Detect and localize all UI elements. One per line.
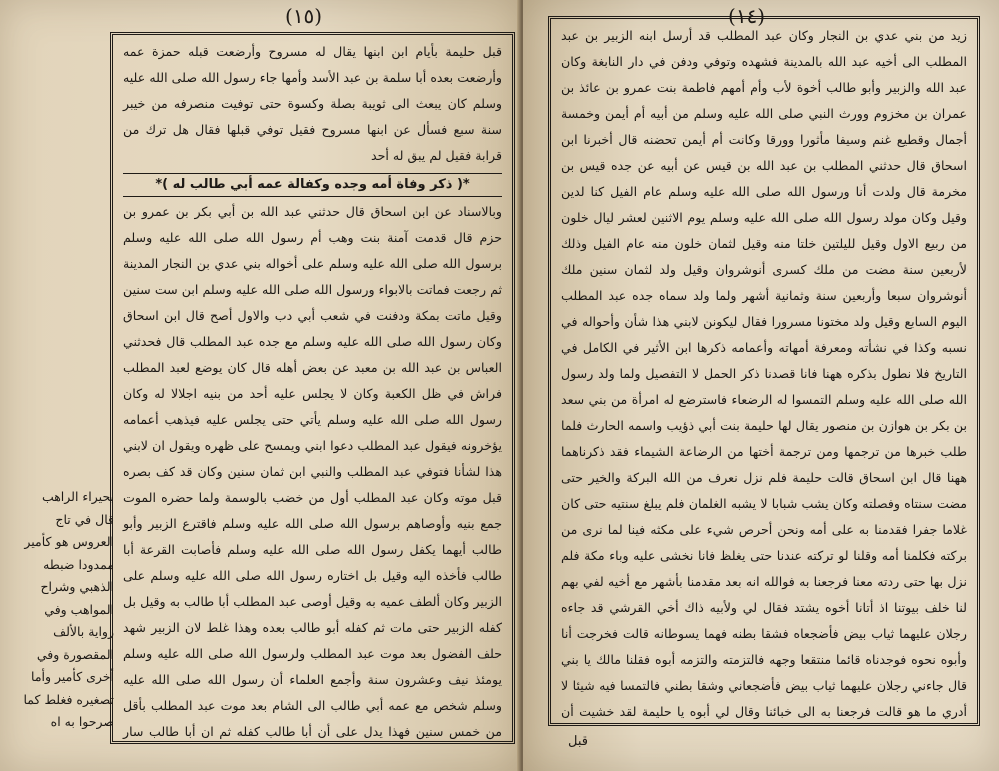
catchword: قبل [568, 734, 588, 749]
left-text-frame [110, 32, 515, 744]
right-text-block [551, 19, 977, 723]
left-page-number: (١٥) [285, 4, 323, 28]
right-text-frame [548, 16, 980, 726]
right-page [523, 0, 999, 771]
right-page-number: (١٤) [728, 4, 766, 28]
right-body-paragraph: زيد من بني عدي بن النجار وكان عبد المطلب قد أرسل ابنه الزبير بن عبد المطلب الى أخيه عبد الله بالمدينة فشهده وتوفي ودفن في دار النابغة وكان عبد الله والزبير وأبو طالب أخوة لأب وأم أمهم فاطمة بنت عمرو بن عائذ بن عمران بن مخزوم وورث النبي صلى الله عليه وسلم من أبيه أم أيمن وخمسة أجمال وقطيع غنم وسيفا مأثورا وورقا وكانت أم أيمن تحضنه قال أخبرنا ابن اسحاق قال حدثني المطلب بن عبد الله بن قيس عن أبيه عن جده قيس بن مخرمة قال ولدت أنا ورسول الله صلى الله عليه وسلم عام الفيل كنا لدين وقيل وكان مولد رسول الله صلى الله عليه وسلم يوم الاثنين لعشر ليال خلون من ربيع الاول وقيل لليلتين خلتا منه وقيل لثمان خلون منه عام الفيل وذلك لأربعين سنة مضت من ملك كسرى أنوشروان وقيل ولد لثمان سنين ملك أنوشروان سبعا وأربعين سنة وثمانية أشهر ولما ولد سماه جده عبد المطلب اليوم السابع وقيل ولد مختونا مسرورا فقال ليكونن لابني هذا شأن وأحواله في نسبه وكذا في نشأته ومعرفة أمهاته وأعمامه ذكرها ابن الأثير في الكامل في التاريخ فلا نطول بذكره ههنا فانا قصدنا ذكر الحمل لا التفصيل ولما ولد رسول الله صلى الله عليه وسلم التمسوا له الرضعاء فاسترضع له امرأة من بني سعد بن بكر بن هوازن بن منصور يقال لها حليمة بنت أبي ذؤيب واسمه الحارث فلما طلب خبرها من ترجمها ومن ترجمة أختها من الرضاعة الشيماء فقد ذكرناهما ههنا قال ابن اسحاق قالت حليمة فلم نزل نعرف من الله البركة والخير حتى مضت سنتاه وفصلته وكان يشب شبابا لا يشبه الغلمان فلم يبلغ سنتيه حتى كان غلاما جفرا فقدمنا به على أمه ونحن أحرص شيء على مكثه فينا لما نرى من بركته فكلمنا أمه وقلنا لو تركته عندنا حتى يغلظ فانا نخشى عليه وباء مكة فلم نزل بها حتى ردته معنا فرجعنا به فوالله انه بعد مقدمنا بأشهر مع أخيه لفي بهم لنا خلف بيوتنا اذ أتانا أخوه يشتد فقال لي ولأبيه ذاك أخي القرشي قد جاءه رجلان عليهما ثياب بيض فأضجعاه فشقا بطنه فهما يسوطانه قالت فخرجت أنا وأبوه نحوه فوجدناه قائما منتقعا وجهه فالتزمته والتزمه أبوه فقلنا مالك يا بني قال جاءني رجلان عليهما ثياب بيض فأضجعاني وشقا بطني فالتمسا فيه شيئا لا أدري ما هو قالت فرجعنا به الى خبائنا وقال لي أبوه يا حليمة لقد خشيت أن [561, 28, 967, 719]
left-opening-paragraph: قبل حليمة بأيام ابن ابنها يقال له مسروح وأرضعت قبله حمزة عمه وأرضعت بعده أبا سلمة بن عبد الأسد وأمها جاء رسول الله صلى الله عليه وسلم كان يبعث الى ثويبة بصلة وكسوة حتى توفيت منصرفه من خيبر سنة سبع فسأل عن ابنها مسروح فقيل توفي قبلها فقال هل ترك من قرابة فقيل لم يبق له أحد [123, 44, 502, 163]
chapter-heading: *( ذكر وفاة أمه وجده وكفالة عمه أبي طالب له )* [123, 173, 502, 197]
left-text-block [113, 35, 512, 741]
left-body-paragraph: وبالاسناد عن ابن اسحاق قال حدثني عبد الله بن أبي بكر بن عمرو بن حزم قال قدمت آمنة بنت وهب أم رسول الله صلى الله عليه وسلم برسول الله صلى الله عليه وسلم على أخواله بني عدي بن النجار المدينة ثم رجعت فماتت بالابواء ورسول الله صلى الله عليه وسلم ابن ست سنين وقيل ماتت بمكة ودفنت في شعب أبي دب والاول أصح قال ابن اسحاق وكان رسول الله صلى الله عليه وسلم مع جده عبد المطلب قال فحدثني العباس بن عبد الله بن معبد عن بعض أهله قال كان يوضع لعبد المطلب فراش في ظل الكعبة وكان لا يجلس عليه أحد من بنيه اجلالا له وكان رسول الله صلى الله عليه وسلم يأتي حتى يجلس عليه فيذهب أعمامه يؤخرونه فيقول عبد المطلب دعوا ابني ويمسح على ظهره ويقول ان لابني هذا لشأنا فتوفي عبد المطلب والنبي ابن ثمان سنين وكان قد كف بصره قبل موته وكان عبد المطلب أول من خضب بالوسمة ولما حضره الموت جمع بنيه وأوصاهم برسول الله صلى الله عليه وسلم فاقترع الزبير وأبو طالب أيهما يكفل رسول الله صلى الله عليه وسلم فأصابت القرعة أبا طالب فأخذه اليه وقيل بل اختاره رسول الله صلى الله عليه وسلم على الزبير وكان ألطف عميه به وقيل أوصى عبد المطلب أبا طالب به وقيل بل كفله الزبير حتى مات ثم كفله أبو طالب بعده وهذا غلط لان الزبير شهد حلف الفضول بعد موت عبد المطلب ولرسول الله صلى الله عليه وسلم يومئذ نيف وعشرون سنة وأجمع العلماء أن رسول الله صلى الله عليه وسلم شخص مع عمه أبي طالب الى الشام بعد موت عبد المطلب بأقل من خمس سنين فهذا يدل على أن أبا طالب كفله ثم ان أبا طالب سار [123, 204, 502, 739]
margin-note: بحيراء الراهب قال في تاج العروس هو كأمير ممدودا ضبطه الذهبي وشراح المواهب وفي رواية بالألف المقصورة وفي أخرى كأمير وأما تصغيره فغلط كما صرحوا به اه [23, 489, 114, 729]
